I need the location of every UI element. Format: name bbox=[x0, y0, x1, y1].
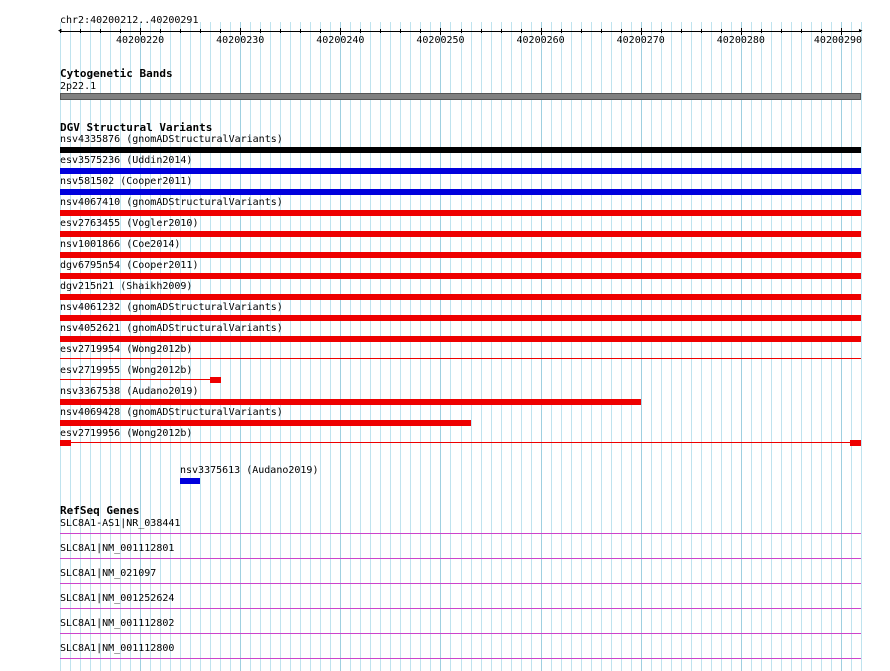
grid-line bbox=[781, 22, 782, 671]
ruler-tick bbox=[220, 29, 221, 33]
grid-line bbox=[471, 22, 472, 671]
grid-line bbox=[641, 22, 642, 671]
ruler-tick-label: 40200230 bbox=[216, 35, 265, 46]
grid-line bbox=[801, 22, 802, 671]
ruler-tick bbox=[761, 29, 762, 33]
refseq-gene-line[interactable] bbox=[60, 583, 861, 584]
dgv-feature-bar[interactable] bbox=[60, 252, 861, 258]
ruler-left-arrow-icon: ◂ bbox=[57, 26, 63, 36]
grid-line bbox=[761, 22, 762, 671]
grid-line bbox=[250, 22, 251, 671]
dgv-feature-bar[interactable] bbox=[60, 189, 861, 195]
refseq-gene-label: SLC8A1-AS1|NR_038441 bbox=[60, 518, 181, 529]
grid-line bbox=[410, 22, 411, 671]
dgv-feature-label: esv2719954 (Wong2012b) bbox=[60, 344, 193, 355]
ruler-tick bbox=[681, 29, 682, 33]
grid-line bbox=[340, 22, 341, 671]
grid-line bbox=[621, 22, 622, 671]
ruler-tick-label: 40200250 bbox=[416, 35, 465, 46]
grid-line bbox=[270, 22, 271, 671]
grid-line bbox=[591, 22, 592, 671]
ruler-tick bbox=[561, 29, 562, 33]
ruler-tick bbox=[80, 29, 81, 33]
grid-line bbox=[681, 22, 682, 671]
grid-line bbox=[671, 22, 672, 671]
ruler-tick-label: 40200270 bbox=[616, 35, 665, 46]
grid-line bbox=[491, 22, 492, 671]
grid-line bbox=[701, 22, 702, 671]
grid-line bbox=[581, 22, 582, 671]
grid-line bbox=[440, 22, 441, 671]
grid-line bbox=[541, 22, 542, 671]
grid-line bbox=[230, 22, 231, 671]
dgv-feature-label: nsv3367538 (Audano2019) bbox=[60, 386, 199, 397]
grid-line bbox=[741, 22, 742, 671]
grid-line bbox=[380, 22, 381, 671]
dgv-feature-label: esv2719955 (Wong2012b) bbox=[60, 365, 193, 376]
cytoband-track-title: Cytogenetic Bands bbox=[60, 67, 173, 80]
refseq-gene-line[interactable] bbox=[60, 608, 861, 609]
ruler-tick bbox=[100, 29, 101, 33]
dgv-feature-label: dgv215n21 (Shaikh2009) bbox=[60, 281, 193, 292]
ruler-tick-label: 40200260 bbox=[516, 35, 565, 46]
ruler-tick bbox=[320, 29, 321, 33]
ruler-tick-label: 40200290 bbox=[813, 35, 863, 46]
ruler-tick bbox=[420, 29, 421, 33]
grid-line bbox=[791, 22, 792, 671]
grid-line bbox=[310, 22, 311, 671]
ruler-tick bbox=[260, 29, 261, 33]
dgv-feature-bar[interactable] bbox=[60, 420, 471, 426]
ruler-tick bbox=[801, 29, 802, 33]
grid-line bbox=[571, 22, 572, 671]
grid-line bbox=[711, 22, 712, 671]
dgv-feature-label: nsv4061232 (gnomADStructuralVariants) bbox=[60, 302, 283, 313]
grid-line bbox=[481, 22, 482, 671]
dgv-feature-label: nsv581502 (Cooper2011) bbox=[60, 176, 193, 187]
dgv-feature-line[interactable] bbox=[60, 379, 220, 380]
dgv-feature-block[interactable] bbox=[60, 440, 71, 446]
refseq-gene-label: SLC8A1|NM_001112800 bbox=[60, 643, 175, 654]
grid-line bbox=[661, 22, 662, 671]
dgv-feature-block[interactable] bbox=[850, 440, 861, 446]
ruler-tick bbox=[841, 28, 842, 35]
ruler-tick bbox=[440, 28, 441, 35]
locus-label: chr2:40200212..40200291 bbox=[60, 15, 199, 26]
grid-line bbox=[601, 22, 602, 671]
ruler-tick bbox=[581, 29, 582, 33]
grid-line bbox=[751, 22, 752, 671]
dgv-feature-bar[interactable] bbox=[60, 210, 861, 216]
ruler-tick-label: 40200280 bbox=[716, 35, 765, 46]
grid-line bbox=[651, 22, 652, 671]
grid-line bbox=[290, 22, 291, 671]
ruler-tick bbox=[300, 29, 301, 33]
ruler-tick bbox=[501, 29, 502, 33]
refseq-gene-line[interactable] bbox=[60, 658, 861, 659]
grid-line bbox=[461, 22, 462, 671]
ruler-tick bbox=[781, 29, 782, 33]
dgv-feature-label: nsv3375613 (Audano2019) bbox=[180, 465, 319, 476]
grid-line bbox=[240, 22, 241, 671]
dgv-feature-label: esv2763455 (Vogler2010) bbox=[60, 218, 199, 229]
dgv-feature-bar[interactable] bbox=[60, 315, 861, 321]
dgv-feature-bar[interactable] bbox=[180, 478, 200, 484]
dgv-feature-bar[interactable] bbox=[60, 336, 861, 342]
ruler-tick bbox=[641, 28, 642, 35]
grid-line bbox=[851, 22, 852, 671]
refseq-gene-label: SLC8A1|NM_021097 bbox=[60, 568, 157, 579]
dgv-feature-bar[interactable] bbox=[60, 168, 861, 174]
grid-line bbox=[320, 22, 321, 671]
grid-line bbox=[631, 22, 632, 671]
dgv-feature-line[interactable] bbox=[60, 358, 861, 359]
dgv-feature-bar[interactable] bbox=[60, 399, 641, 405]
grid-line bbox=[360, 22, 361, 671]
ruler-tick bbox=[741, 28, 742, 35]
refseq-gene-line[interactable] bbox=[60, 633, 861, 634]
ruler-tick bbox=[721, 29, 722, 33]
ruler-tick bbox=[280, 29, 281, 33]
ruler-tick bbox=[601, 29, 602, 33]
grid-line bbox=[260, 22, 261, 671]
dgv-feature-bar[interactable] bbox=[60, 231, 861, 237]
ruler-tick-label: 40200220 bbox=[116, 35, 165, 46]
cytoband-bar[interactable] bbox=[60, 93, 861, 100]
grid-line bbox=[430, 22, 431, 671]
grid-line bbox=[300, 22, 301, 671]
grid-line bbox=[731, 22, 732, 671]
grid-line bbox=[841, 22, 842, 671]
grid-line bbox=[691, 22, 692, 671]
ruler-tick bbox=[360, 29, 361, 33]
ruler-tick bbox=[140, 28, 141, 35]
grid-line bbox=[280, 22, 281, 671]
ruler-tick bbox=[701, 29, 702, 33]
grid-line bbox=[420, 22, 421, 671]
grid-line bbox=[561, 22, 562, 671]
grid-line bbox=[531, 22, 532, 671]
grid-line bbox=[521, 22, 522, 671]
dgv-feature-bar[interactable] bbox=[60, 273, 861, 279]
dgv-feature-block[interactable] bbox=[210, 377, 221, 383]
ruler-tick bbox=[160, 29, 161, 33]
grid-line bbox=[370, 22, 371, 671]
ruler-tick bbox=[821, 29, 822, 33]
grid-line bbox=[390, 22, 391, 671]
refseq-track-title: RefSeq Genes bbox=[60, 504, 140, 517]
ruler-tick bbox=[120, 29, 121, 33]
dgv-feature-label: esv2719956 (Wong2012b) bbox=[60, 428, 193, 439]
grid-line bbox=[210, 22, 211, 671]
grid-line bbox=[220, 22, 221, 671]
dgv-feature-label: nsv4335876 (gnomADStructuralVariants) bbox=[60, 134, 283, 145]
dgv-feature-label: nsv4069428 (gnomADStructuralVariants) bbox=[60, 407, 283, 418]
refseq-gene-line[interactable] bbox=[60, 558, 861, 559]
grid-line bbox=[611, 22, 612, 671]
grid-line bbox=[721, 22, 722, 671]
grid-line bbox=[551, 22, 552, 671]
cytoband-label: 2p22.1 bbox=[60, 81, 97, 92]
dgv-feature-bar[interactable] bbox=[60, 294, 861, 300]
ruler-tick bbox=[180, 29, 181, 33]
refseq-gene-label: SLC8A1|NM_001252624 bbox=[60, 593, 175, 604]
ruler-tick bbox=[661, 29, 662, 33]
ruler-tick bbox=[621, 29, 622, 33]
grid-line bbox=[200, 22, 201, 671]
grid-line bbox=[771, 22, 772, 671]
ruler-tick bbox=[461, 29, 462, 33]
ruler-tick bbox=[340, 28, 341, 35]
dgv-feature-label: nsv1001866 (Coe2014) bbox=[60, 239, 181, 250]
ruler-tick bbox=[481, 29, 482, 33]
grid-line bbox=[511, 22, 512, 671]
dgv-feature-label: dgv6795n54 (Cooper2011) bbox=[60, 260, 199, 271]
dgv-feature-bar[interactable] bbox=[60, 147, 861, 153]
refseq-gene-label: SLC8A1|NM_001112801 bbox=[60, 543, 175, 554]
dgv-feature-label: esv3575236 (Uddin2014) bbox=[60, 155, 193, 166]
ruler-tick bbox=[521, 29, 522, 33]
grid-line bbox=[861, 22, 862, 671]
ruler-tick bbox=[400, 29, 401, 33]
grid-line bbox=[831, 22, 832, 671]
grid-line bbox=[450, 22, 451, 671]
dgv-track-title: DGV Structural Variants bbox=[60, 121, 213, 134]
grid-line bbox=[811, 22, 812, 671]
dgv-feature-line[interactable] bbox=[60, 442, 861, 443]
grid-line bbox=[400, 22, 401, 671]
ruler-right-arrow-icon: ▸ bbox=[858, 26, 864, 36]
dgv-feature-label: nsv4067410 (gnomADStructuralVariants) bbox=[60, 197, 283, 208]
grid-line bbox=[350, 22, 351, 671]
ruler-tick bbox=[380, 29, 381, 33]
dgv-feature-label: nsv4052621 (gnomADStructuralVariants) bbox=[60, 323, 283, 334]
grid-line bbox=[821, 22, 822, 671]
ruler-tick bbox=[200, 29, 201, 33]
ruler-tick bbox=[240, 28, 241, 35]
refseq-gene-line[interactable] bbox=[60, 533, 861, 534]
ruler-tick bbox=[541, 28, 542, 35]
ruler-tick-label: 40200240 bbox=[316, 35, 365, 46]
refseq-gene-label: SLC8A1|NM_001112802 bbox=[60, 618, 175, 629]
grid-line bbox=[501, 22, 502, 671]
grid-line bbox=[330, 22, 331, 671]
